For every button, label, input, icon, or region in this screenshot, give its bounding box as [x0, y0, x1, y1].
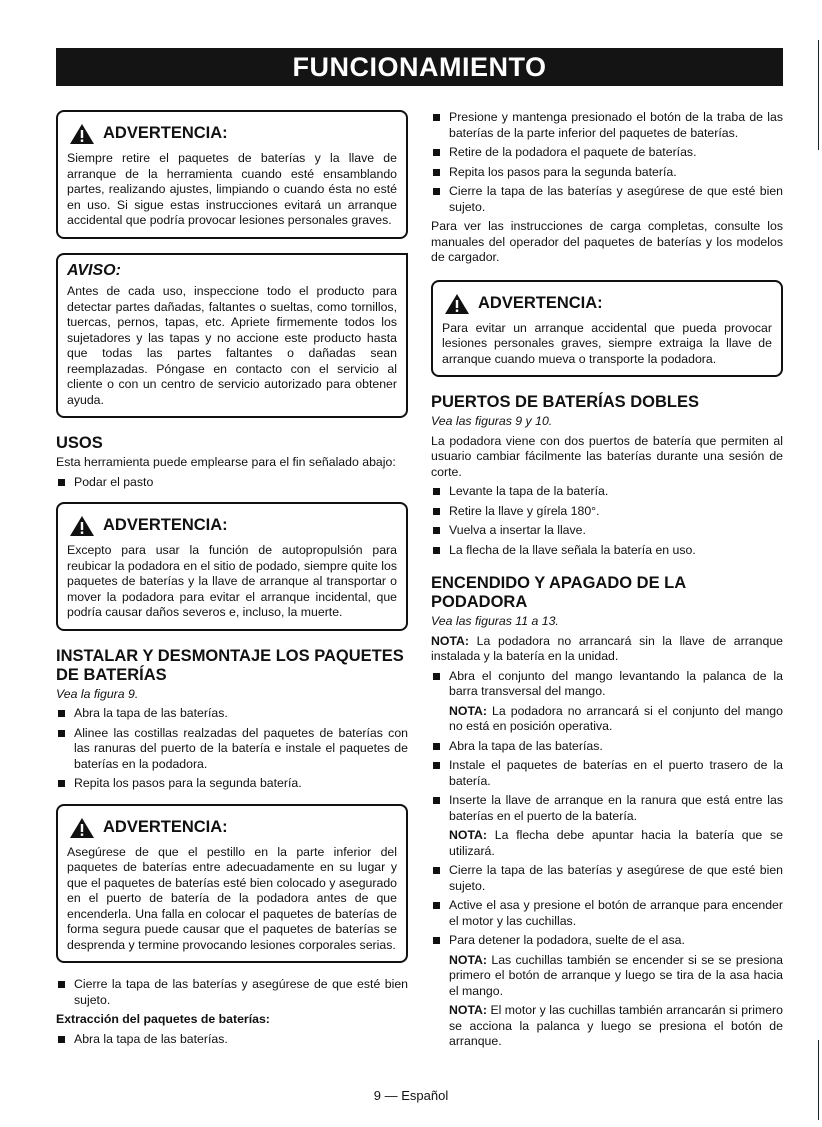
note-text: La podadora no arrancará si el conjunto del mango no está en posición operativa.: [449, 703, 783, 733]
dual-ports-list: [431, 484, 783, 558]
list-item: Abra la tapa de las baterías.: [431, 739, 783, 755]
warning-box-4: [431, 280, 783, 378]
list-item: Alinee las costillas realzadas del paquetes de baterías con las ranuras del puerto de la batería e instale el paquetes de baterías en la podadora.: [56, 726, 408, 773]
note-text: El motor y las cuchillas también arrancarán si primero se acciona la palanca y luego se presiona el botón de arranque.: [449, 1003, 783, 1048]
usos-list: [56, 475, 408, 491]
notice-box: [56, 253, 408, 419]
usos-intro: Esta herramienta puede emplearse para el fin señalado abajo:: [56, 455, 396, 469]
figure-reference: Vea la figura 9.: [56, 686, 139, 701]
warning-box-2: [56, 502, 408, 631]
list-item: Cierre la tapa de las baterías y asegúrese de que esté bien sujeto.: [56, 977, 408, 1008]
warning-text: Asegúrese de que el pestillo en la parte inferior del paquetes de baterías entre adecuadamente en su lugar y que el paquetes de baterías esté bien colocado y asegurado en el puerto de batería de la podadora antes de que encenderla. Una falla en colocar el paquetes de baterías de forma segura puede causar que el paquetes de baterías se desprenda y termine provocando lesiones corporales serias.: [67, 844, 397, 952]
note-label: NOTA:: [431, 633, 470, 648]
close-list: [56, 977, 408, 1008]
list-item: Retire la llave y gírela 180°.: [431, 504, 783, 520]
remove-list: [431, 110, 783, 215]
warning-triangle-icon: [69, 515, 95, 537]
list-item: Levante la tapa de la batería.: [431, 484, 783, 500]
note-text: Las cuchillas también se encender si se se presiona primero el botón de arranque y luego se tira de la asa hacia el mango.: [449, 952, 783, 998]
list-item: Cierre la tapa de las baterías y asegúrese de que esté bien sujeto.: [431, 184, 783, 215]
note-label: NOTA:: [449, 703, 488, 718]
start-list: [431, 669, 783, 700]
right-column: [431, 110, 783, 1054]
list-item: Inserte la llave de arranque en la ranura que está entre las baterías en el puerto de la batería.: [431, 793, 783, 824]
list-item: Podar el pasto: [56, 475, 408, 491]
start-list: [431, 739, 783, 825]
note-text: La podadora no arrancará sin la llave de arranque instalada y la batería en la unidad.: [431, 633, 784, 663]
scan-edge-line: [818, 1040, 819, 1120]
list-item: Vuelva a insertar la llave.: [431, 523, 783, 539]
warning-triangle-icon: [69, 817, 95, 839]
install-list: [56, 706, 408, 792]
list-item: Abra la tapa de las baterías.: [56, 1032, 408, 1048]
warning-triangle-icon: [444, 293, 470, 315]
charge-text: Para ver las instrucciones de carga completas, consulte los manuales del operador del paquetes de baterías y los modelos de cargador.: [431, 219, 783, 264]
list-item: Active el asa y presione el botón de arranque para encender el motor y las cuchillas.: [431, 898, 783, 929]
warning-text: Siempre retire el paquetes de baterías y la llave de arranque de la herramienta cuando esté ensamblando partes, realizando ajustes, limpiando o cuando ésta no esté en uso. Si sigue estas instrucciones evitará un arranque accidental que podría provocar lesiones personales graves.: [67, 151, 397, 227]
scan-edge-line: [818, 40, 819, 150]
list-item: Repita los pasos para la segunda batería.: [431, 165, 783, 181]
sub-note: [431, 828, 783, 859]
sub-note: [431, 1003, 783, 1050]
list-item: La flecha de la llave señala la batería en uso.: [431, 543, 783, 559]
list-item: Repita los pasos para la segunda batería.: [56, 776, 408, 792]
note-text: La flecha debe apuntar hacia la batería que se utilizará.: [449, 828, 783, 858]
warning-text: Excepto para usar la función de autopropulsión para reubicar la podadora en el sitio de podado, siempre quite los paquetes de baterías y la llave de arranque al transportar o mover la podadora para evitar el arranque incidental, que podría causar daños severos e, incluso, la muerte.: [67, 543, 397, 619]
page-footer: 9 — Español: [373, 1088, 449, 1103]
warning-title: ADVERTENCIA:: [478, 293, 603, 312]
list-item: Abra el conjunto del mango levantando la palanca de la barra transversal del mango.: [431, 669, 783, 700]
list-item: Instale el paquetes de baterías en el puerto trasero de la batería.: [431, 758, 783, 789]
start-note: [431, 634, 783, 665]
extract-list: [56, 1032, 408, 1048]
figure-reference: Vea las figuras 9 y 10.: [431, 414, 553, 428]
note-label: NOTA:: [449, 952, 488, 967]
notice-text: Antes de cada uso, inspeccione todo el producto para detectar partes dañadas, faltantes o sueltas, como tornillos, tuercas, pernos, tapas, etc. Apriete firmemente todos los sujetadores y las tapas y no accione este producto hasta que todas las partes faltantes o dañadas sean reemplazadas. Póngase en contacto con el servicio al cliente o con un centro de servicio autorizado para obtener ayuda.: [67, 284, 397, 407]
warning-box-1: [56, 110, 408, 239]
list-item: Presione y mantenga presionado el botón de la traba de las baterías de la parte inferior del paquetes de baterías.: [431, 110, 783, 141]
warning-text: Para evitar un arranque accidental que pueda provocar lesiones personales graves, siempre extraiga la llave de arranque cuando mueva o transporte la podadora.: [442, 320, 772, 366]
extract-heading: Extracción del paquetes de baterías:: [56, 1012, 270, 1026]
list-item: Para detener la podadora, suelte de el asa.: [431, 933, 783, 949]
warning-title: ADVERTENCIA:: [103, 516, 228, 535]
warning-triangle-icon: [69, 123, 95, 145]
warning-title: ADVERTENCIA:: [103, 817, 228, 836]
section-banner: FUNCIONAMIENTO: [56, 48, 783, 86]
figure-reference: Vea las figuras 11 a 13.: [431, 614, 559, 628]
list-item: Abra la tapa de las baterías.: [56, 706, 408, 722]
usos-heading: USOS: [56, 434, 103, 452]
list-item: Cierre la tapa de las baterías y asegúrese de que esté bien sujeto.: [431, 863, 783, 894]
warning-box-3: [56, 804, 408, 964]
note-label: NOTA:: [449, 1003, 488, 1017]
start-list: [431, 863, 783, 949]
sub-note: [431, 953, 783, 1000]
notice-title: AVISO:: [67, 261, 121, 279]
install-heading: INSTALAR Y DESMONTAJE LOS PAQUETES DE BATERÍAS: [56, 646, 404, 684]
warning-title: ADVERTENCIA:: [103, 124, 228, 143]
dual-ports-heading: PUERTOS DE BATERÍAS DOBLES: [431, 393, 700, 411]
note-label: NOTA:: [449, 828, 488, 842]
left-column: [56, 110, 408, 1051]
start-stop-heading: ENCENDIDO Y APAGADO DE LA PODADORA: [431, 574, 686, 611]
list-item: Retire de la podadora el paquete de baterías.: [431, 145, 783, 161]
sub-note: [431, 704, 783, 735]
dual-ports-text: La podadora viene con dos puertos de batería que permiten al usuario cambiar fácilmente las baterías durante una sesión de corte.: [431, 433, 783, 479]
